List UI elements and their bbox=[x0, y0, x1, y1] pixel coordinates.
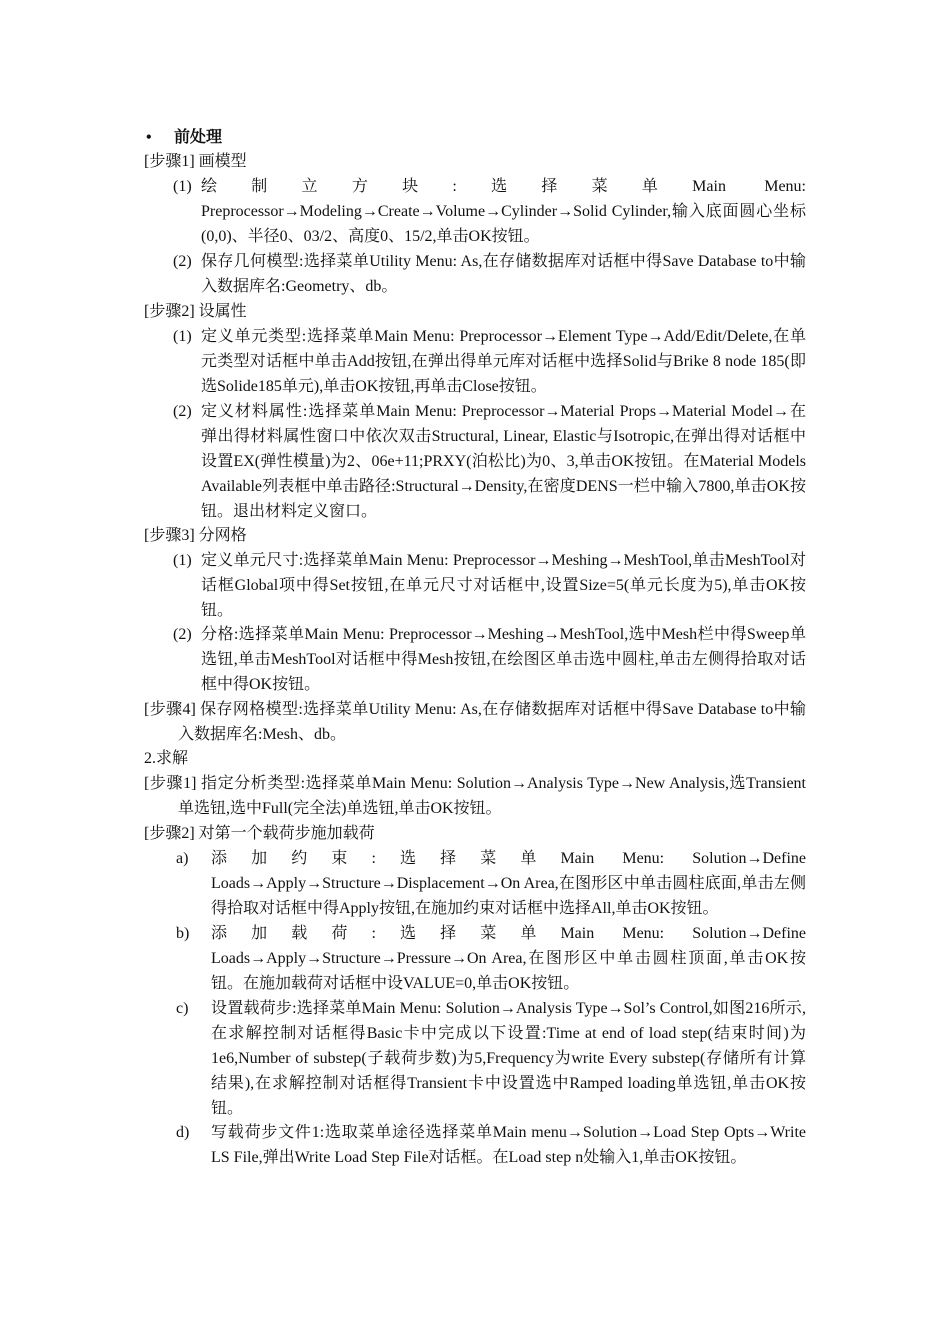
step3-title: [步骤3] 分网格 bbox=[144, 527, 247, 544]
item-text: 绘制立方块:选择菜单Main Menu: Preprocessor→Modeling→Create→Volume→Cylinder→Solid Cylinder,输入底面圆心坐标(0,0)、半径0、03/2、高度0、15/2,单击OK按钮。 bbox=[201, 178, 806, 245]
step4-text: [步骤4] 保存网格模型:选择菜单Utility Menu: As,在存储数据库对话框中得Save Database to中输入数据库名:Mesh、db。 bbox=[144, 701, 806, 743]
item-number: (2) bbox=[173, 253, 192, 270]
item-text: 保存几何模型:选择菜单Utility Menu: As,在存储数据库对话框中得Save Database to中输入数据库名:Geometry、db。 bbox=[201, 253, 806, 295]
item-text: 分格:选择菜单Main Menu: Preprocessor→Meshing→MeshTool,选中Mesh栏中得Sweep单选钮,单击MeshTool对话框中得Mesh按钮,在绘图区单击选中圆柱,单击左侧得拾取对话框中得OK按钮。 bbox=[201, 626, 806, 693]
bullet-icon: • bbox=[146, 129, 152, 146]
item-letter: b) bbox=[176, 925, 190, 942]
item-text: 添加约束:选择菜单Main Menu: Solution→Define Loads→Apply→Structure→Displacement→On Area,在图形区中单击圆柱底面,单击左侧得拾取对话框中得Apply按钮,在施加约束对话框中选择All,单击OK按钮。 bbox=[211, 850, 806, 917]
solve-heading: 2.求解 bbox=[144, 750, 189, 767]
item-text: 定义材料属性:选择菜单Main Menu: Preprocessor→Material Props→Material Model→在弹出得材料属性窗口中依次双击Structural, Linear, Elastic与Isotropic,在弹出得对话框中设置EX(弹性模量)为2、06e+11;PRXY(泊松比)为0、3,单击OK按钮。在Material Models Available列表框中单击路径:Structural→Density,在密度DENS一栏中输入7800,单击OK按钮。退出材料定义窗口。 bbox=[201, 403, 806, 520]
item-letter: c) bbox=[176, 1000, 189, 1017]
step1-title: [步骤1] 画模型 bbox=[144, 153, 247, 170]
item-number: (1) bbox=[173, 178, 192, 195]
item-text: 设置载荷步:选择菜单Main Menu: Solution→Analysis Type→Sol’s Control,如图216所示,在求解控制对话框得Basic卡中完成以下设置:Time at end of load step(结束时间)为1e6,Number of substep(子载荷步数)为5,Frequency为write Every substep(存储所有计算结果),在求解控制对话框得Transient卡中设置选中Ramped loading单选钮,单击OK按钮。 bbox=[211, 1000, 806, 1117]
item-number: (2) bbox=[173, 626, 192, 643]
solve-step2-title: [步骤2] 对第一个载荷步施加载荷 bbox=[144, 825, 375, 842]
item-text: 定义单元类型:选择菜单Main Menu: Preprocessor→Element Type→Add/Edit/Delete,在单元类型对话框中单击Add按钮,在弹出得单元库对话框中选择Solid与Brike 8 node 185(即选Solide185单元),单击OK按钮,再单击Close按钮。 bbox=[201, 328, 806, 395]
item-number: (1) bbox=[173, 552, 192, 569]
step2-title: [步骤2] 设属性 bbox=[144, 303, 247, 320]
section-heading-preprocess bbox=[146, 125, 222, 150]
item-letter: d) bbox=[176, 1124, 190, 1141]
item-text: 定义单元尺寸:选择菜单Main Menu: Preprocessor→Meshing→MeshTool,单击MeshTool对话框Global项中得Set按钮,在单元尺寸对话框中,设置Size=5(单元长度为5),单击OK按钮。 bbox=[201, 552, 806, 619]
heading-text: 前处理 bbox=[174, 129, 223, 146]
item-number: (2) bbox=[173, 403, 192, 420]
item-number: (1) bbox=[173, 328, 192, 345]
item-text: 添加载荷:选择菜单Main Menu: Solution→Define Loads→Apply→Structure→Pressure→On Area,在图形区中单击圆柱顶面,单击OK按钮。在施加载荷对话框中设VALUE=0,单击OK按钮。 bbox=[211, 925, 806, 992]
item-letter: a) bbox=[176, 850, 189, 867]
item-text: 写载荷步文件1:选取菜单途径选择菜单Main menu→Solution→Load Step Opts→Write LS File,弹出Write Load Step File对话框。在Load step n处输入1,单击OK按钮。 bbox=[211, 1124, 806, 1166]
solve-step1-text: [步骤1] 指定分析类型:选择菜单Main Menu: Solution→Analysis Type→New Analysis,选Transient单选钮,选中Full(完全法)单选钮,单击OK按钮。 bbox=[144, 775, 806, 817]
